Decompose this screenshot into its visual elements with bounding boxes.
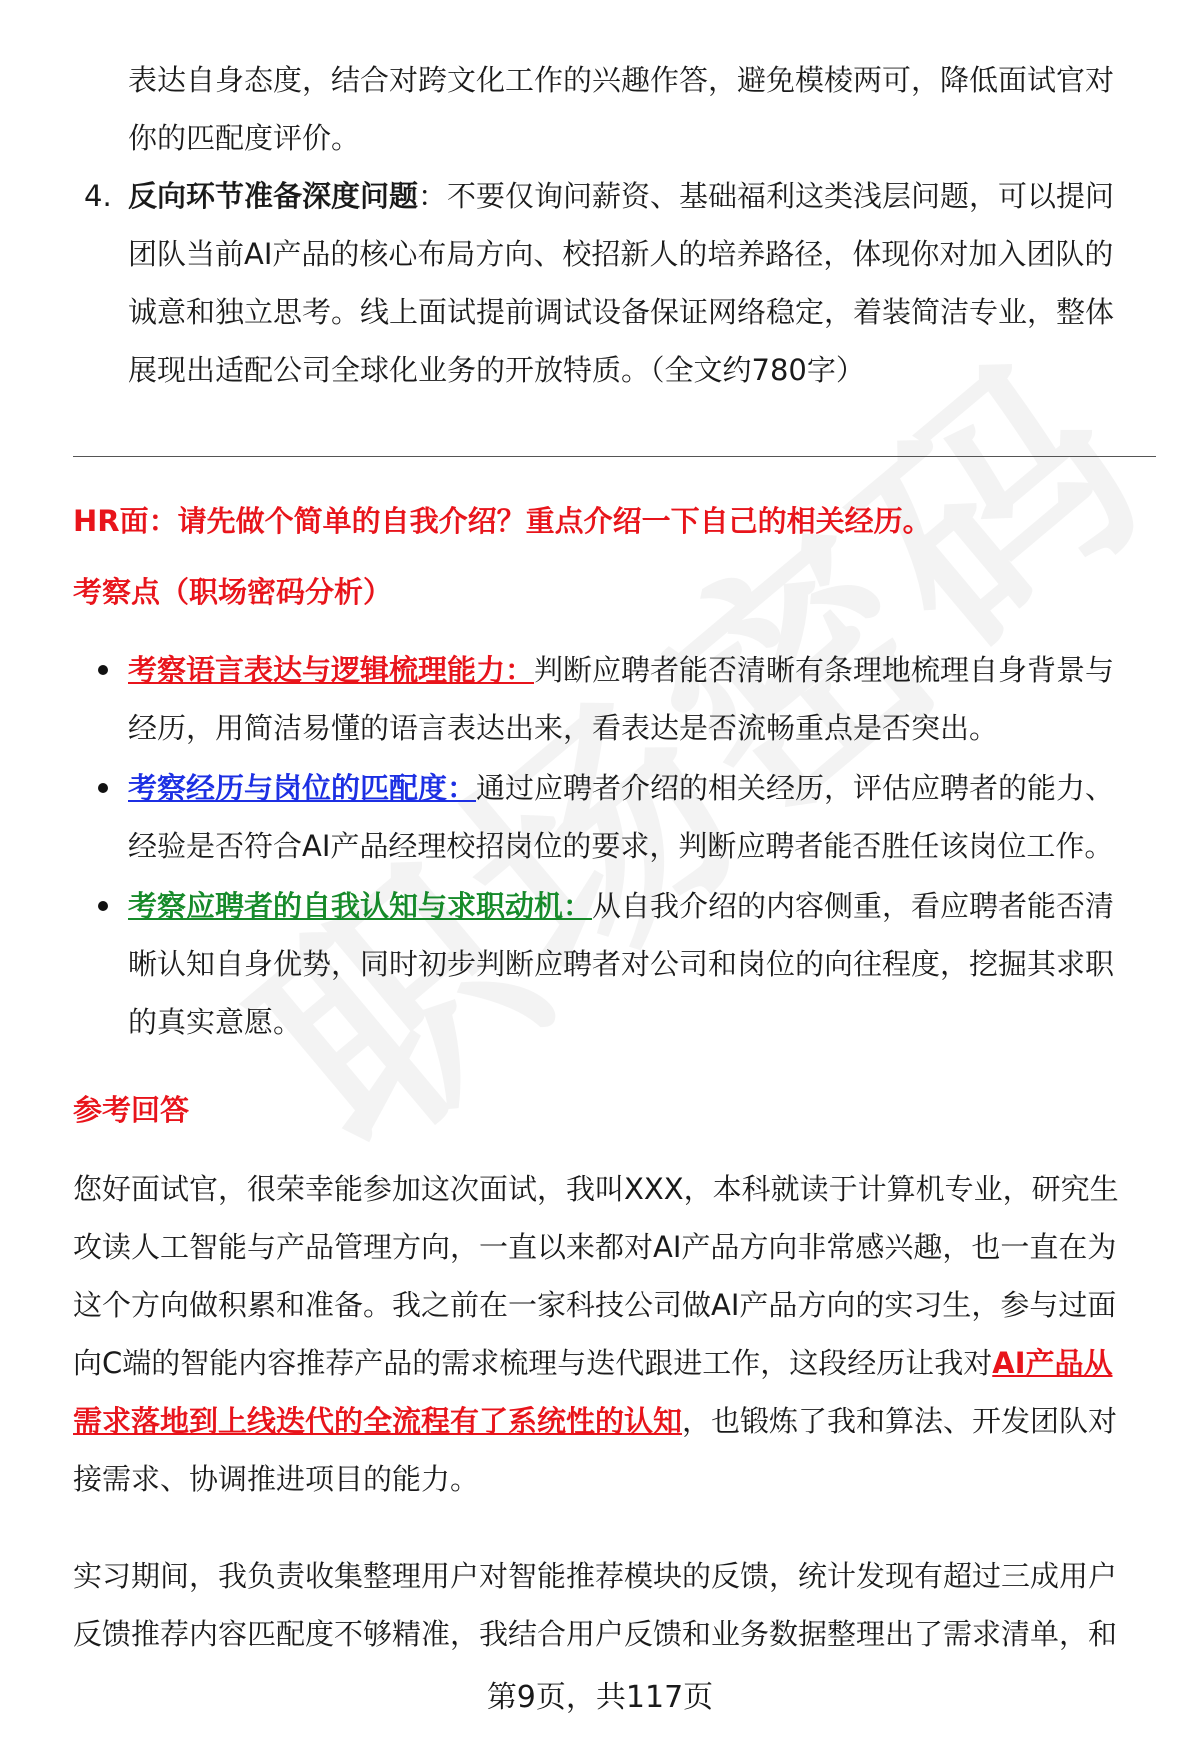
text-line: 的真实意愿。: [128, 1005, 303, 1039]
answer-line: 您好面试官，很荣幸能参加这次面试，我叫XXX，本科就读于计算机专业，研究生: [73, 1172, 1119, 1206]
points-heading: 考察点（职场密码分析）: [73, 575, 393, 609]
question-heading: HR面：请先做个简单的自我介绍？重点介绍一下自己的相关经历。: [73, 504, 932, 538]
text-line: 你的匹配度评价。: [128, 121, 361, 155]
text-line: 团队当前AI产品的核心布局方向、校招新人的培养路径，体现你对加入团队的: [128, 237, 1114, 271]
answer-highlight: 需求落地到上线迭代的全流程有了系统性的认知: [73, 1404, 683, 1438]
point-2-text: 通过应聘者介绍的相关经历，评估应聘者的能力、: [476, 771, 1115, 805]
point-2-label: 考察经历与岗位的匹配度：: [128, 771, 477, 805]
list-item-4-title: 反向环节准备深度问题: [128, 179, 419, 213]
answer-heading: 参考回答: [73, 1093, 190, 1127]
point-1-label: 考察语言表达与逻辑梳理能力：: [128, 653, 535, 687]
point-1-line: [128, 641, 1148, 699]
answer-line: [73, 1392, 1148, 1450]
point-3-label: 考察应聘者的自我认知与求职动机：: [128, 889, 593, 923]
answer-line: 这个方向做积累和准备。我之前在一家科技公司做AI产品方向的实习生，参与过面: [73, 1288, 1117, 1322]
answer-line: 实习期间，我负责收集整理用户对智能推荐模块的反馈，统计发现有超过三成用户: [73, 1559, 1118, 1593]
answer-text: ，也锻炼了我和算法、开发团队对: [682, 1404, 1118, 1438]
point-1-text: 判断应聘者能否清晰有条理地梳理自身背景与: [534, 653, 1115, 687]
answer-highlight: AI产品从: [992, 1346, 1113, 1380]
divider: [73, 456, 1156, 457]
list-item-4-text: ：不要仅询问薪资、基础福利这类浅层问题，可以提问: [418, 179, 1115, 213]
text-line: 诚意和独立思考。线上面试提前调试设备保证网络稳定，着装简洁专业，整体: [128, 295, 1115, 329]
list-number: 4.: [84, 179, 112, 213]
text-line: 经验是否符合AI产品经理校招岗位的要求，判断应聘者能否胜任该岗位工作。: [128, 829, 1114, 863]
list-item-4-line: [128, 167, 1148, 225]
point-3-line: [128, 877, 1148, 935]
page-number: 第9页，共117页: [486, 1680, 714, 1715]
bullet-icon: [98, 665, 108, 675]
point-2-line: [128, 759, 1148, 817]
answer-line: 攻读人工智能与产品管理方向，一直以来都对AI产品方向非常感兴趣，也一直在为: [73, 1230, 1117, 1264]
text-line: 表达自身态度，结合对跨文化工作的兴趣作答，避免模棱两可，降低面试官对: [128, 63, 1115, 97]
answer-text: 向C端的智能内容推荐产品的需求梳理与迭代跟进工作，这段经历让我对: [73, 1346, 993, 1380]
text-line: 经历，用简洁易懂的语言表达出来，看表达是否流畅重点是否突出。: [128, 711, 999, 745]
bullet-icon: [98, 783, 108, 793]
bullet-icon: [98, 901, 108, 911]
text-line: 晰认知自身优势，同时初步判断应聘者对公司和岗位的向往程度，挖掘其求职: [128, 947, 1115, 981]
answer-line: 反馈推荐内容匹配度不够精准，我结合用户反馈和业务数据整理出了需求清单，和: [73, 1617, 1118, 1651]
answer-line: 接需求、协调推进项目的能力。: [73, 1462, 480, 1496]
answer-line: [73, 1334, 1148, 1392]
text-line: 展现出适配公司全球化业务的开放特质。（全文约780字）: [128, 353, 865, 387]
point-3-text: 从自我介绍的内容侧重，看应聘者能否清: [592, 889, 1115, 923]
